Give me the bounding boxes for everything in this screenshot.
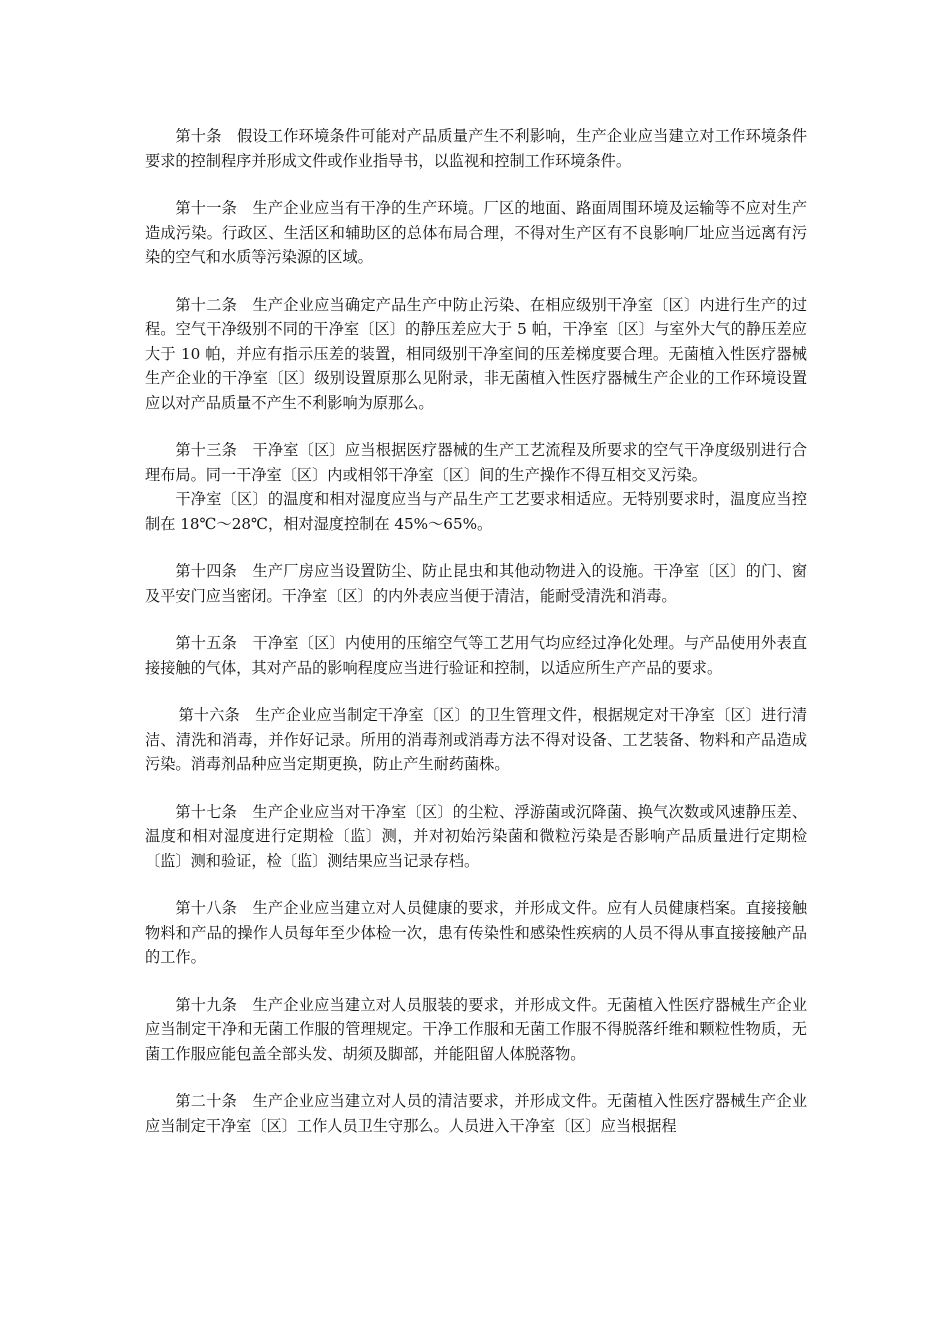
article-10: 第十条 假设工作环境条件可能对产品质量产生不利影响，生产企业应当建立对工作环境条件要求的控制程序并形成文件或作业指导书，以监视和控制工作环境条件。 — [145, 127, 807, 170]
article-14: 第十四条 生产厂房应当设置防尘、防止昆虫和其他动物进入的设施。干净室〔区〕的门、窗及平安门应当密闭。干净室〔区〕的内外表应当便于清洁，能耐受清洗和消毒。 — [145, 562, 807, 605]
article-15: 第十五条 干净室〔区〕内使用的压缩空气等工艺用气均应经过净化处理。与产品使用外表直接接触的气体，其对产品的影响程度应当进行验证和控制，以适应所生产产品的要求。 — [145, 634, 807, 677]
article-20: 第二十条 生产企业应当建立对人员的清洁要求，并形成文件。无菌植入性医疗器械生产企业应当制定干净室〔区〕工作人员卫生守那么。人员进入干净室〔区〕应当根据程 — [145, 1092, 807, 1135]
article-13: 第十三条 干净室〔区〕应当根据医疗器械的生产工艺流程及所要求的空气干净度级别进行合理布局。同一干净室〔区〕内或相邻干净室〔区〕间的生产操作不得互相交叉污染。 — [145, 441, 807, 484]
article-18: 第十八条 生产企业应当建立对人员健康的要求，并形成文件。应有人员健康档案。直接接触物料和产品的操作人员每年至少体检一次，患有传染性和感染性疾病的人员不得从事直接接触产品的工作。 — [145, 899, 807, 966]
article-11: 第十一条 生产企业应当有干净的生产环境。厂区的地面、路面周围环境及运输等不应对生产造成污染。行政区、生活区和辅助区的总体布局合理，不得对生产区有不良影响厂址应当远离有污染的空气和水质等污染源的区域。 — [145, 199, 807, 266]
article-13-temperature-humidity: 干净室〔区〕的温度和相对湿度应当与产品生产工艺要求相适应。无特别要求时，温度应当控制在 18℃～28℃，相对湿度控制在 45%～65%。 — [145, 490, 807, 533]
document-body — [145, 124, 807, 1138]
article-16: 第十六条 生产企业应当制定干净室〔区〕的卫生管理文件，根据规定对干净室〔区〕进行清洁、清洗和消毒，并作好记录。所用的消毒剂或消毒方法不得对设备、工艺装备、物料和产品造成污染。消毒剂品种应当定期更换，防止产生耐药菌株。 — [145, 706, 807, 773]
article-19: 第十九条 生产企业应当建立对人员服装的要求，并形成文件。无菌植入性医疗器械生产企业应当制定干净和无菌工作服的管理规定。干净工作服和无菌工作服不得脱落纤维和颗粒性物质，无菌工作服应能包盖全部头发、胡须及脚部，并能阻留人体脱落物。 — [145, 995, 807, 1063]
article-17: 第十七条 生产企业应当对干净室〔区〕的尘粒、浮游菌或沉降菌、换气次数或风速静压差、温度和相对湿度进行定期检〔监〕测，并对初始污染菌和微粒污染是否影响产品质量进行定期检〔监〕测和验证，检〔监〕测结果应当记录存档。 — [145, 802, 807, 870]
article-12: 第十二条 生产企业应当确定产品生产中防止污染、在相应级别干净室〔区〕内进行生产的过程。空气干净级别不同的干净室〔区〕的静压差应大于 5 帕，干净室〔区〕与室外大气的静压差应大于 10 帕，并应有指示压差的装置，相同级别干净室间的压差梯度要合理。无菌植入性医疗器械生产企业的干净室〔区〕级别设置原那么见附录，非无菌植入性医疗器械生产企业的工作环境设置应以对产品质量不产生不利影响为原那么。 — [145, 295, 807, 412]
